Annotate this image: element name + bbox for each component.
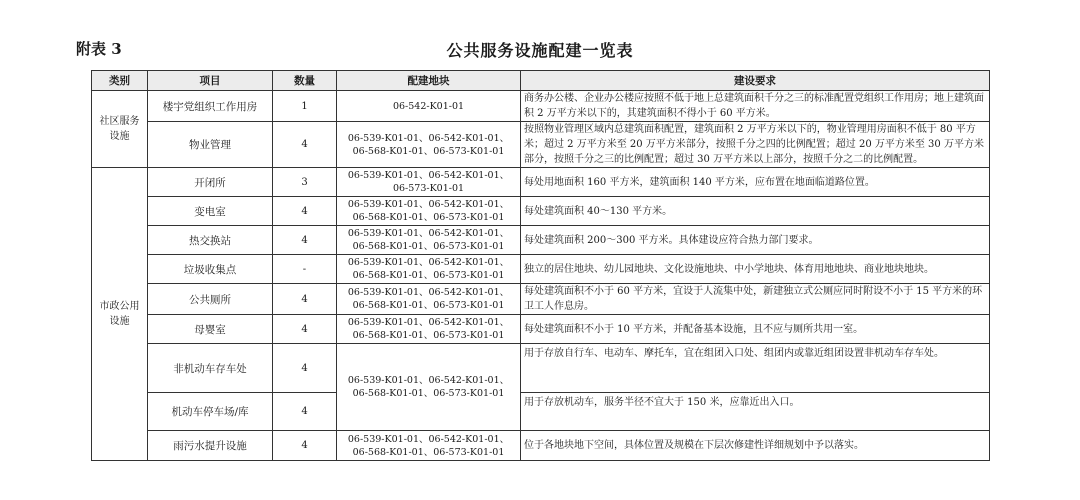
table-row bbox=[92, 315, 990, 344]
category-label: 设施 bbox=[109, 316, 130, 327]
column-header-item: 项目 bbox=[148, 71, 273, 91]
table-row bbox=[92, 284, 990, 315]
item-cell: 机动车停车场/库 bbox=[148, 393, 273, 431]
table-header-row bbox=[92, 71, 990, 91]
plots-cell bbox=[337, 344, 521, 431]
plots-cell bbox=[337, 431, 521, 461]
quantity-cell: - bbox=[273, 255, 337, 284]
quantity-cell: 4 bbox=[273, 197, 337, 226]
plot-line: 06-568-K01-01、06-573-K01-01 bbox=[352, 145, 505, 157]
plot-line: 06-568-K01-01、06-573-K01-01 bbox=[352, 388, 505, 399]
plot-line: 06-542-K01-01 bbox=[392, 100, 465, 112]
quantity-cell: 4 bbox=[273, 226, 337, 255]
plots-cell bbox=[337, 91, 521, 122]
requirement-cell: 每处建筑面积 40～130 平方米。 bbox=[521, 197, 990, 226]
plot-line: 06-539-K01-01、06-542-K01-01、 bbox=[347, 375, 510, 386]
column-header-requirements: 建设要求 bbox=[521, 71, 990, 91]
plots-cell bbox=[337, 122, 521, 168]
item-cell: 楼宇党组织工作用房 bbox=[148, 91, 273, 122]
requirement-cell: 按照物业管理区域内总建筑面积配置，建筑面积 2 万平方米以下的，物业管理用房面积不低于 80 平方米；超过 2 万平方米至 20 万平方米部分，按照千分之四的比例配置；超过 20 万平方米至 30 万平方米部分，按照千分之三的比例配置；超过 30 万平方米以上部分，按照千分之二的比例配置。 bbox=[521, 122, 990, 168]
document-title: 公共服务设施配建一览表 bbox=[446, 41, 634, 60]
plots-cell bbox=[337, 197, 521, 226]
plot-line: 06-539-K01-01、06-542-K01-01、 bbox=[347, 287, 510, 298]
requirement-cell: 用于存放自行车、电动车、摩托车，宜在组团入口处、组团内或靠近组团设置非机动车存车处。 bbox=[521, 344, 990, 393]
quantity-cell: 4 bbox=[273, 284, 337, 315]
requirement-cell: 每处用地面积 160 平方米，建筑面积 140 平方米，应布置在地面临道路位置。 bbox=[521, 168, 990, 197]
plot-line: 06-539-K01-01、06-542-K01-01、 bbox=[347, 170, 510, 181]
plot-line: 06-539-K01-01、06-542-K01-01、 bbox=[347, 317, 510, 328]
plot-line: 06-568-K01-01、06-573-K01-01 bbox=[352, 446, 505, 458]
category-label: 社区服务 bbox=[99, 116, 140, 127]
plot-line: 06-568-K01-01、06-573-K01-01 bbox=[352, 270, 505, 281]
table-row bbox=[92, 168, 990, 197]
category-cell-community bbox=[92, 91, 148, 168]
table-row bbox=[92, 91, 990, 122]
appendix-label: 附表 3 bbox=[76, 40, 122, 58]
quantity-cell: 4 bbox=[273, 431, 337, 461]
plot-line: 06-568-K01-01、06-573-K01-01 bbox=[352, 241, 505, 252]
plots-cell bbox=[337, 315, 521, 344]
requirement-cell: 位于各地块地下空间，具体位置及规模在下层次修建性详细规划中予以落实。 bbox=[521, 431, 990, 461]
requirement-cell: 每处建筑面积不小于 60 平方米，宜设于人流集中处，新建独立式公厕应同时附设不小于 15 平方米的环卫工人作息房。 bbox=[521, 284, 990, 315]
plot-line: 06-568-K01-01、06-573-K01-01 bbox=[352, 212, 505, 223]
plots-cell bbox=[337, 255, 521, 284]
requirement-cell: 用于存放机动车，服务半径不宜大于 150 米，应靠近出入口。 bbox=[521, 393, 990, 431]
quantity-cell: 1 bbox=[273, 91, 337, 122]
requirement-cell: 独立的居住地块、幼儿园地块、文化设施地块、中小学地块、体育用地地块、商业地块地块。 bbox=[521, 255, 990, 284]
category-label: 市政公用 bbox=[99, 301, 140, 312]
plot-line: 06-539-K01-01、06-542-K01-01、 bbox=[347, 257, 510, 268]
table-row bbox=[92, 431, 990, 461]
table-row bbox=[92, 393, 990, 431]
item-cell: 公共厕所 bbox=[148, 284, 273, 315]
item-cell: 开闭所 bbox=[148, 168, 273, 197]
table-row bbox=[92, 197, 990, 226]
plots-cell bbox=[337, 168, 521, 197]
item-cell: 物业管理 bbox=[148, 122, 273, 168]
table-row bbox=[92, 255, 990, 284]
column-header-quantity: 数量 bbox=[273, 71, 337, 91]
category-cell-municipal bbox=[92, 168, 148, 461]
item-cell: 母婴室 bbox=[148, 315, 273, 344]
plot-line: 06-573-K01-01 bbox=[392, 183, 465, 194]
item-cell: 雨污水提升设施 bbox=[148, 431, 273, 461]
column-header-plots: 配建地块 bbox=[337, 71, 521, 91]
quantity-cell: 4 bbox=[273, 393, 337, 431]
plot-line: 06-539-K01-01、06-542-K01-01、 bbox=[347, 132, 510, 144]
plots-cell bbox=[337, 226, 521, 255]
table-row bbox=[92, 122, 990, 168]
item-cell: 非机动车存车处 bbox=[148, 344, 273, 393]
requirement-cell: 每处建筑面积 200～300 平方米。具体建设应符合热力部门要求。 bbox=[521, 226, 990, 255]
plot-line: 06-568-K01-01、06-573-K01-01 bbox=[352, 300, 505, 311]
plots-cell bbox=[337, 284, 521, 315]
category-label: 设施 bbox=[109, 131, 130, 142]
plot-line: 06-568-K01-01、06-573-K01-01 bbox=[352, 330, 505, 341]
item-cell: 垃圾收集点 bbox=[148, 255, 273, 284]
table-row bbox=[92, 344, 990, 393]
quantity-cell: 3 bbox=[273, 168, 337, 197]
column-header-category: 类别 bbox=[92, 71, 148, 91]
table-row bbox=[92, 226, 990, 255]
facilities-table bbox=[91, 70, 990, 461]
plot-line: 06-539-K01-01、06-542-K01-01、 bbox=[347, 433, 510, 445]
plot-line: 06-539-K01-01、06-542-K01-01、 bbox=[347, 228, 510, 239]
requirement-cell: 商务办公楼、企业办公楼应按照不低于地上总建筑面积千分之三的标准配置党组织工作用房；地上建筑面积 2 万平方米以下的，其建筑面积不得小于 60 平方米。 bbox=[521, 91, 990, 122]
plot-line: 06-539-K01-01、06-542-K01-01、 bbox=[347, 199, 510, 210]
quantity-cell: 4 bbox=[273, 315, 337, 344]
requirement-cell: 每处建筑面积不小于 10 平方米，并配备基本设施，且不应与厕所共用一室。 bbox=[521, 315, 990, 344]
item-cell: 变电室 bbox=[148, 197, 273, 226]
quantity-cell: 4 bbox=[273, 344, 337, 393]
quantity-cell: 4 bbox=[273, 122, 337, 168]
item-cell: 热交换站 bbox=[148, 226, 273, 255]
